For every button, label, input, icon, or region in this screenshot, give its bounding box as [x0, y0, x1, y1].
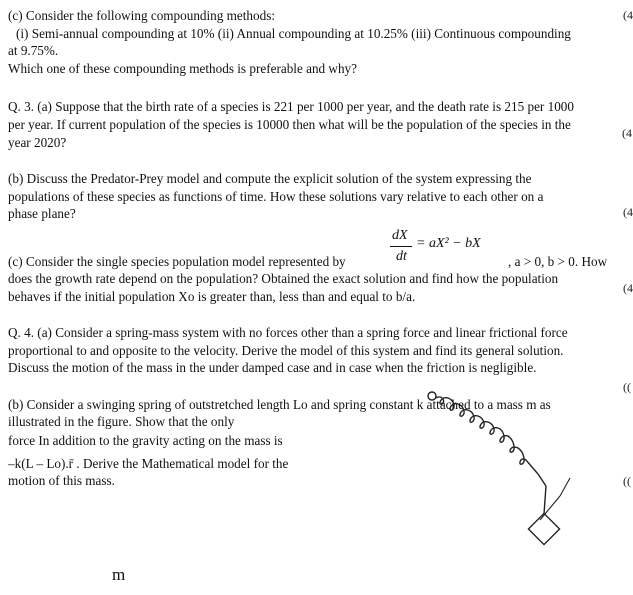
margin-mark: (4 [623, 281, 633, 295]
q3c-line3: behaves if the initial population Xo is greater than, less than and equal to b/a. [8, 289, 416, 304]
q4b-line2: illustrated in the figure. Show that the only [8, 414, 235, 429]
equation-rhs: = aX² − bX [416, 236, 481, 251]
q4b-line3: force In addition to the gravity acting on the mass is [8, 433, 283, 448]
equation-denominator: dt [396, 249, 407, 264]
mass-link [544, 486, 546, 514]
direction-line [540, 496, 560, 520]
direction-line-ext [560, 478, 570, 496]
q3c-line1-pre: (c) Consider the single species population model represented by [8, 254, 346, 269]
margin-mark: (4 [623, 205, 633, 219]
margin-mark: (4 [622, 126, 632, 140]
q2c-line4: Which one of these compounding methods is preferable and why? [8, 61, 357, 76]
q3b-line3: phase plane? [8, 206, 76, 221]
margin-mark: (4 [623, 8, 633, 22]
q2c-line1: (c) Consider the following compounding methods: [8, 8, 276, 23]
spring-coil [436, 397, 538, 474]
q4a-line2: proportional to and opposite to the velocity. Derive the model of this system and find its general solution. [8, 343, 564, 358]
q4b-line5: motion of this mass. [8, 473, 115, 488]
equation-numerator: dX [392, 228, 408, 243]
q4a-line3: Discuss the motion of the mass in the under damped case and in case when the friction is negligible. [8, 360, 537, 375]
pivot-circle [428, 392, 436, 400]
margin-mark: (( [623, 380, 631, 394]
q3b-line2: populations of these species as functions of time. How these solutions vary relative to each other on a [8, 189, 544, 204]
q4a-line1: Q. 4. (a) Consider a spring-mass system with no forces other than a spring force and linear frictional force [8, 325, 568, 340]
q3c-line2: does the growth rate depend on the population? Obtained the exact solution and find how the population [8, 271, 559, 286]
q3a-line1: Q. 3. (a) Suppose that the birth rate of a species is 221 per 1000 per year, and the death rate is 215 per 1000 [8, 99, 574, 114]
spring-mass-figure [420, 388, 580, 558]
q2c-line2: (i) Semi-annual compounding at 10% (ii) Annual compounding at 10.25% (iii) Continuous compounding [16, 26, 571, 41]
q4b-line4: –k(L – Lo).r̄ . Derive the Mathematical model for the [8, 456, 289, 471]
spring-rod [538, 474, 546, 486]
mass-label: m [112, 565, 126, 584]
margin-mark: (( [623, 474, 631, 488]
q3c-line1-post: , a > 0, b > 0. How [508, 254, 608, 269]
q3a-line3: year 2020? [8, 135, 67, 150]
mass-block [528, 513, 559, 544]
fraction-bar [390, 246, 412, 247]
q4b-line1: (b) Consider a swinging spring of outstretched length Lo and spring constant k attached to a mass m as [8, 397, 551, 412]
q3a-line2: per year. If current population of the species is 10000 then what will be the population of the species in the [8, 117, 571, 132]
q2c-line3: at 9.75%. [8, 43, 59, 58]
q3b-line1: (b) Discuss the Predator-Prey model and compute the explicit solution of the system expressing the [8, 171, 532, 186]
